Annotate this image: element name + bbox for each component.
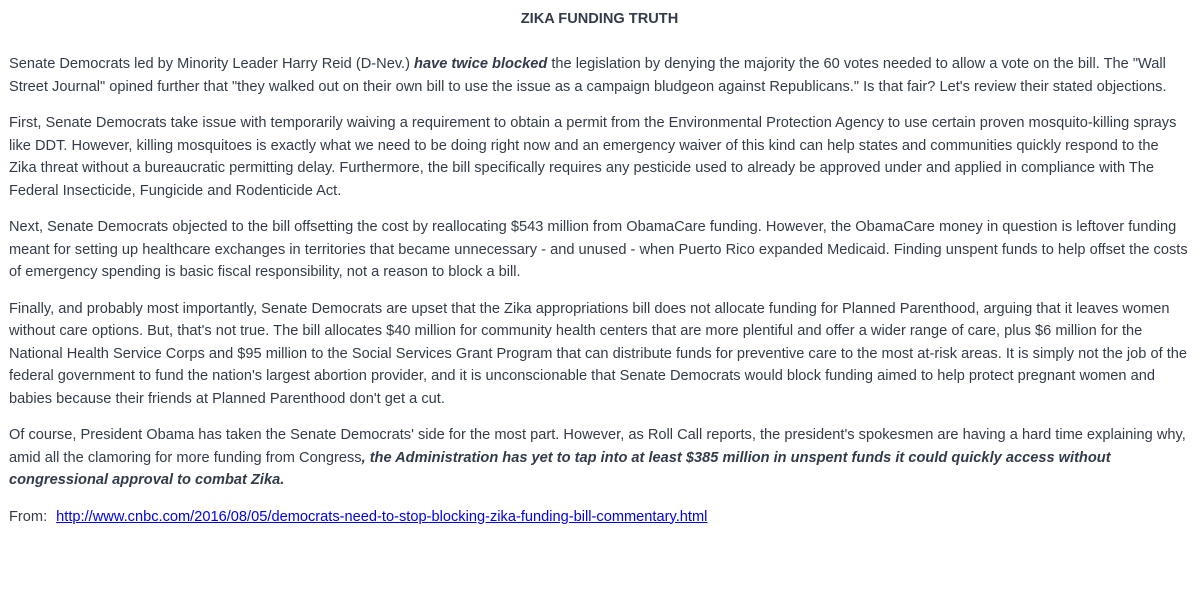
paragraph-1-text-c: the legislation by denying the majority the 60 votes needed to allow a vote on the bill. The "Wall Street Journal" opined further that "they walked out on their own bill to use the issue as a campaign bludgeon against Republicans." Is that fair? Let's review their stated objections. bbox=[9, 56, 1167, 95]
paragraph-5-emphasis: , the Administration has yet to tap into at least $385 million in unspent funds it could quickly access without congressional approval to combat Zika. bbox=[9, 449, 1111, 488]
paragraph-5-text-a: Of course, President Obama has taken the Senate Democrats' side for the most part. However, as Roll Call reports, the president's spokesmen are having a hard time explaining why, amid all the clamoring for more funding from Congress bbox=[9, 427, 1186, 466]
article-title: ZIKA FUNDING TRUTH bbox=[520, 11, 679, 27]
source-label: From: bbox=[9, 508, 48, 525]
paragraph-1 bbox=[9, 53, 1190, 98]
paragraph-1-emphasis: have twice blocked bbox=[414, 56, 548, 72]
paragraph-2: First, Senate Democrats take issue with temporarily waiving a requirement to obtain a permit from the Environmental Protection Agency to use certain proven mosquito-killing sprays like DDT. However, killing mosquitoes is exactly what we need to be doing right now and an emergency waiver of this kind can help states and communities quickly respond to the Zika threat without a bureaucratic permitting delay. Furthermore, the bill specifically requires any pesticide used to already be approved under and applied in compliance with The Federal Insecticide, Fungicide and Rodenticide Act. bbox=[9, 115, 1177, 199]
source-link[interactable]: http://www.cnbc.com/2016/08/05/democrats-need-to-stop-blocking-zika-funding-bill-commentary.html bbox=[56, 508, 708, 525]
paragraph-1-text-a: Senate Democrats led by Minority Leader Harry Reid (D-Nev.) bbox=[9, 56, 415, 72]
paragraph-5 bbox=[9, 424, 1190, 492]
paragraph-3: Next, Senate Democrats objected to the bill offsetting the cost by reallocating $543 million from ObamaCare funding. However, the ObamaCare money in question is leftover funding meant for setting up healthcare exchanges in territories that became unnecessary - and unused - when Puerto Rico expanded Medicaid. Finding unspent funds to help offset the costs of emergency spending is basic fiscal responsibility, not a reason to block a bill. bbox=[9, 219, 1188, 280]
paragraph-4: Finally, and probably most importantly, Senate Democrats are upset that the Zika appropriations bill does not allocate funding for Planned Parenthood, arguing that it leaves women without care options. But, that's not true. The bill allocates $40 million for community health centers that are more plentiful and offer a wider range of care, plus $6 million for the National Health Service Corps and $95 million to the Social Services Grant Program that can distribute funds for preventive care to the most at-risk areas. It is simply not the job of the federal government to fund the nation's largest abortion provider, and it is unconscionable that Senate Democrats would block funding aimed to help protect pregnant women and babies because their friends at Planned Parenthood don't get a cut. bbox=[9, 300, 1188, 407]
source-line bbox=[9, 506, 1190, 529]
